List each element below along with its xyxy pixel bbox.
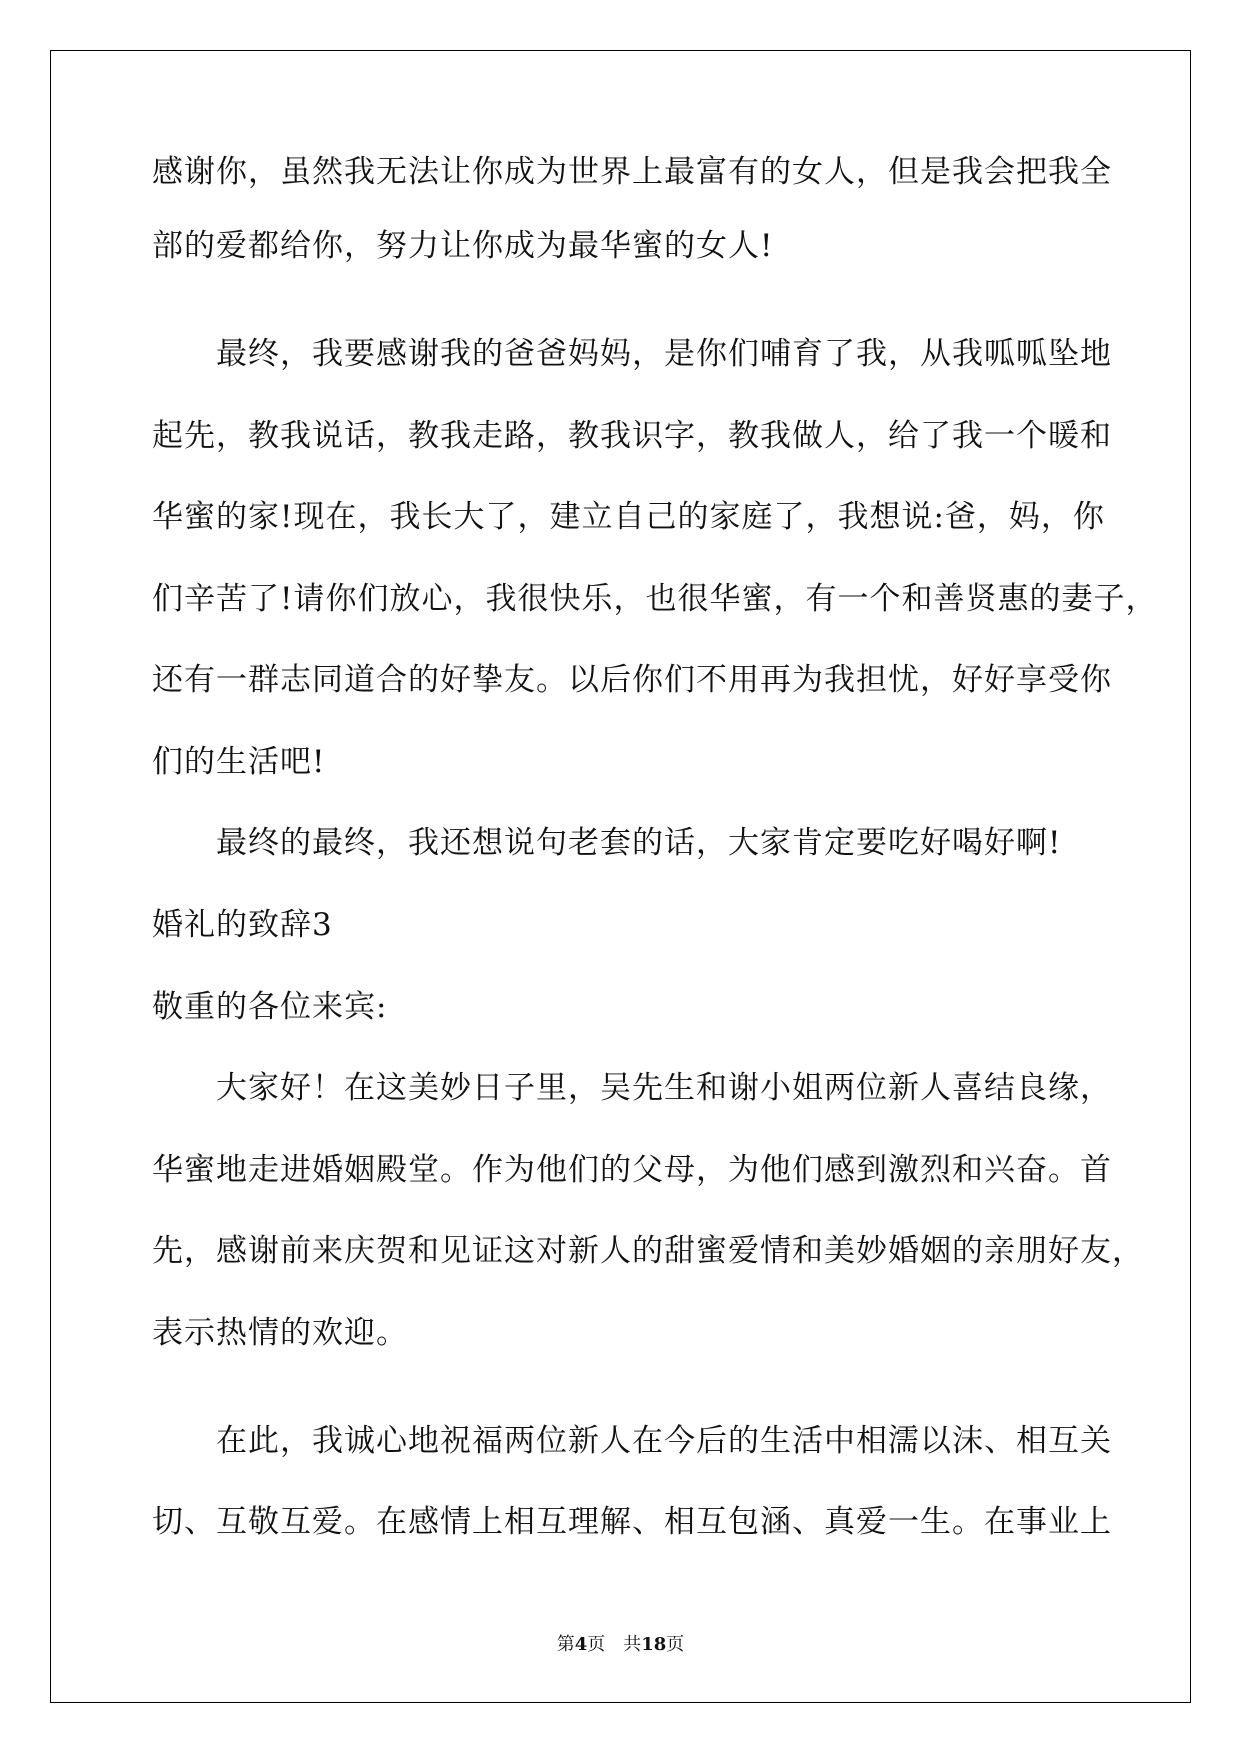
page-footer (0, 1633, 1241, 1657)
footer-middle: 页 共 (587, 1634, 642, 1655)
p2-line6: 们的生活吧! (152, 744, 326, 780)
p5-line1: 在此，我诚心地祝福两位新人在今后的生活中相濡以沫、相互关 (216, 1423, 1112, 1459)
section-heading: 婚礼的致辞3 (152, 907, 333, 943)
p2-line1: 最终，我要感谢我的爸爸妈妈，是你们哺育了我，从我呱呱坠地 (216, 336, 1112, 372)
p1-line2: 部的爱都给你，努力让你成为最华蜜的女人! (152, 228, 774, 264)
p2-line5: 还有一群志同道合的好挚友。以后你们不用再为我担忧，好好享受你 (152, 662, 1112, 698)
p1-line1: 感谢你，虽然我无法让你成为世界上最富有的女人，但是我会把我全 (152, 154, 1112, 190)
footer-prefix: 第 (556, 1634, 575, 1655)
p4-line4: 表示热情的欢迎。 (152, 1315, 408, 1351)
footer-page-number: 4 (574, 1634, 588, 1655)
footer-suffix: 页 (666, 1634, 685, 1655)
p4-line3: 先，感谢前来庆贺和见证这对新人的甜蜜爱情和美妙婚姻的亲朋好友， (152, 1233, 1144, 1269)
p2-line2: 起先，教我说话，教我走路，教我识字，教我做人，给了我一个暖和 (152, 418, 1112, 454)
p4-line2: 华蜜地走进婚姻殿堂。作为他们的父母，为他们感到激烈和兴奋。首 (152, 1152, 1112, 1188)
p2-line3: 华蜜的家!现在，我长大了，建立自己的家庭了，我想说:爸，妈，你 (152, 499, 1105, 535)
p3-line1: 最终的最终，我还想说句老套的话，大家肯定要吃好喝好啊! (216, 825, 1062, 861)
footer-total-pages: 18 (641, 1634, 667, 1655)
p4-line1: 大家好！在这美妙日子里，吴先生和谢小姐两位新人喜结良缘， (216, 1070, 1112, 1106)
p2-line4: 们辛苦了!请你们放心，我很快乐，也很华蜜，有一个和善贤惠的妻子， (152, 581, 1158, 617)
salutation: 敬重的各位来宾: (152, 989, 388, 1025)
p5-line2: 切、互敬互爱。在感情上相互理解、相互包涵、真爱一生。在事业上 (152, 1504, 1112, 1540)
